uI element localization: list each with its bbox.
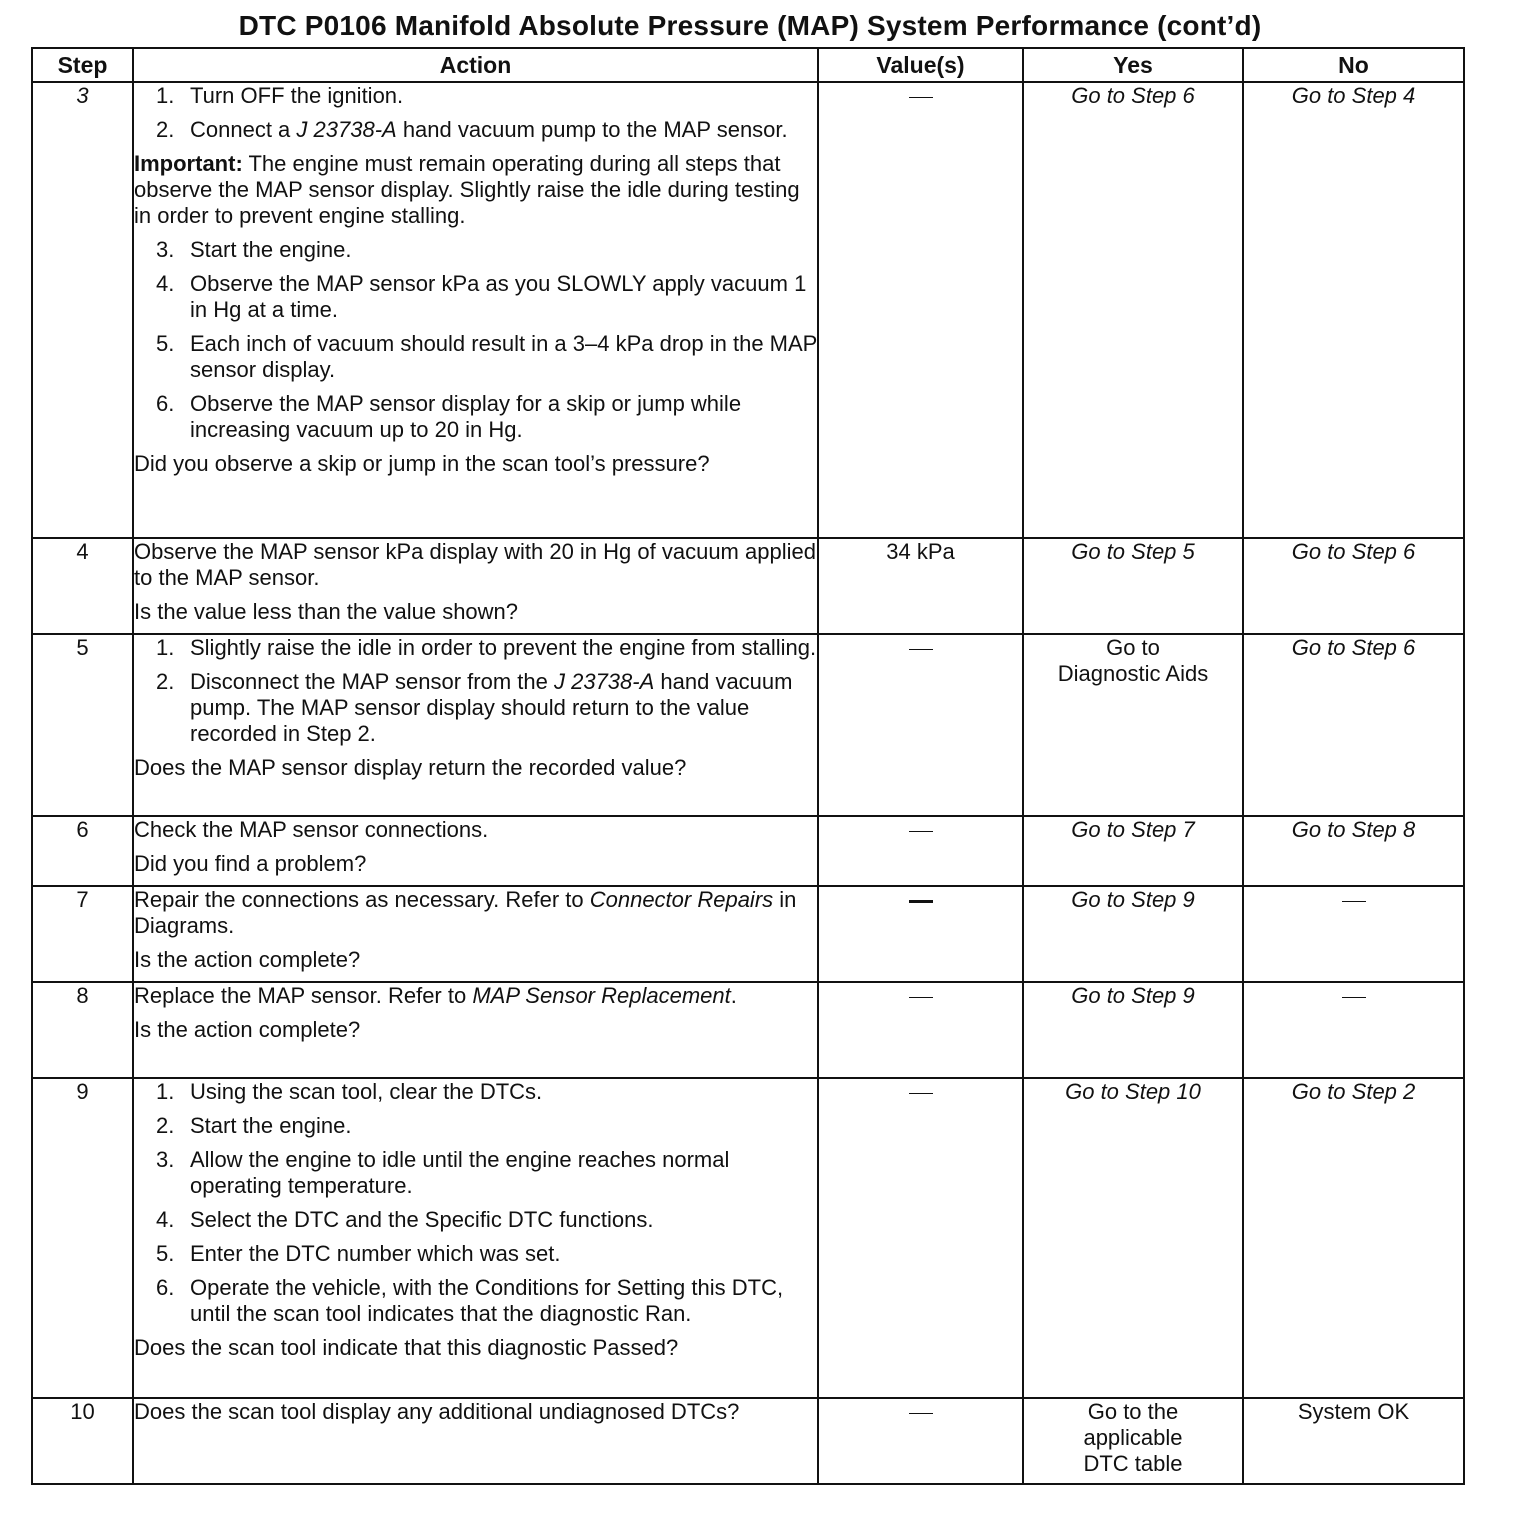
value-dash bbox=[909, 900, 933, 903]
value-cell bbox=[818, 816, 1023, 886]
step-number: 4 bbox=[32, 538, 133, 634]
no-cell: Go to Step 6 bbox=[1243, 538, 1464, 634]
value-dash bbox=[909, 1093, 933, 1094]
step-number: 7 bbox=[32, 886, 133, 982]
header-step: Step bbox=[32, 48, 133, 82]
action-cell bbox=[133, 1078, 818, 1398]
action-list-item: 3. Start the engine. bbox=[156, 237, 352, 262]
action-list-item: 3. Allow the engine to idle until the engine reaches normal operating temperature. bbox=[156, 1147, 730, 1198]
no-cell: System OK bbox=[1243, 1398, 1464, 1484]
yes-cell: Go to Step 9 bbox=[1023, 982, 1243, 1078]
action-list-item: 6. Observe the MAP sensor display for a skip or jump while increasing vacuum up to 20 in Hg. bbox=[156, 391, 742, 442]
action-list-item: 6. Operate the vehicle, with the Conditions for Setting this DTC, until the scan tool indicates that the diagnostic Ran. bbox=[156, 1275, 784, 1326]
table-row-step-9 bbox=[32, 1078, 1464, 1398]
action-question: Is the value less than the value shown? bbox=[134, 599, 519, 624]
yes-cell: Go to Step 7 bbox=[1023, 816, 1243, 886]
action-question: Is the action complete? bbox=[134, 947, 361, 972]
action-question: Does the MAP sensor display return the recorded value? bbox=[134, 755, 687, 780]
yes-cell: Go to the applicable DTC table bbox=[1023, 1398, 1243, 1484]
header-values: Value(s) bbox=[818, 48, 1023, 82]
no-cell bbox=[1243, 886, 1464, 982]
action-question: Is the action complete? bbox=[134, 1017, 361, 1042]
action-list-item: 2. Disconnect the MAP sensor from the J 23738-A hand vacuum pump. The MAP sensor display should return to the value recorded in Step 2. bbox=[156, 669, 793, 746]
value-dash bbox=[909, 97, 933, 98]
table-row-step-7 bbox=[32, 886, 1464, 982]
no-cell: Go to Step 4 bbox=[1243, 82, 1464, 538]
step-number: 10 bbox=[32, 1398, 133, 1484]
value-cell bbox=[818, 634, 1023, 816]
header-no: No bbox=[1243, 48, 1464, 82]
value-dash bbox=[909, 831, 933, 832]
step-number: 5 bbox=[32, 634, 133, 816]
action-question: Does the scan tool display any additional undiagnosed DTCs? bbox=[134, 1399, 740, 1424]
action-text: Repair the connections as necessary. Refer to Connector Repairs in Diagrams. bbox=[134, 887, 797, 938]
action-text: Replace the MAP sensor. Refer to MAP Sensor Replacement. bbox=[134, 983, 737, 1008]
step-number: 3 bbox=[32, 82, 133, 538]
yes-cell: Go to Step 10 bbox=[1023, 1078, 1243, 1398]
action-list-item: 2. Connect a J 23738-A hand vacuum pump to the MAP sensor. bbox=[156, 117, 788, 142]
action-list-item: 5. Enter the DTC number which was set. bbox=[156, 1241, 561, 1266]
action-question: Does the scan tool indicate that this diagnostic Passed? bbox=[134, 1335, 679, 1360]
table-row-step-3 bbox=[32, 82, 1464, 538]
important-note: Important: The engine must remain operating during all steps that observe the MAP sensor display. Slightly raise the idle during testing in order to prevent engine stalling. bbox=[134, 151, 800, 228]
no-cell bbox=[1243, 982, 1464, 1078]
step-number: 6 bbox=[32, 816, 133, 886]
header-action: Action bbox=[133, 48, 818, 82]
action-list-item: 4. Observe the MAP sensor kPa as you SLOWLY apply vacuum 1 in Hg at a time. bbox=[156, 271, 807, 322]
action-list-item: 1. Slightly raise the idle in order to prevent the engine from stalling. bbox=[156, 635, 817, 660]
action-list-item: 1. Using the scan tool, clear the DTCs. bbox=[156, 1079, 543, 1104]
action-list-item: 4. Select the DTC and the Specific DTC functions. bbox=[156, 1207, 654, 1232]
action-cell bbox=[133, 1398, 818, 1484]
value-cell: 34 kPa bbox=[818, 538, 1023, 634]
no-cell: Go to Step 2 bbox=[1243, 1078, 1464, 1398]
action-cell bbox=[133, 816, 818, 886]
table-row-step-4 bbox=[32, 538, 1464, 634]
table-row-step-6 bbox=[32, 816, 1464, 886]
page-title: DTC P0106 Manifold Absolute Pressure (MAP) System Performance (cont’d) bbox=[238, 10, 1262, 41]
no-cell: Go to Step 8 bbox=[1243, 816, 1464, 886]
action-question: Did you find a problem? bbox=[134, 851, 367, 876]
value-cell bbox=[818, 886, 1023, 982]
yes-cell: Go to Step 6 bbox=[1023, 82, 1243, 538]
value-dash bbox=[909, 997, 933, 998]
table-row-step-5 bbox=[32, 634, 1464, 816]
step-number: 9 bbox=[32, 1078, 133, 1398]
yes-cell: Go to Step 5 bbox=[1023, 538, 1243, 634]
value-cell bbox=[818, 1078, 1023, 1398]
action-cell bbox=[133, 634, 818, 816]
action-text: Observe the MAP sensor kPa display with 20 in Hg of vacuum applied to the MAP sensor. bbox=[134, 539, 816, 590]
value-cell bbox=[818, 82, 1023, 538]
no-dash bbox=[1342, 997, 1366, 998]
action-list-item: 5. Each inch of vacuum should result in a 3–4 kPa drop in the MAP sensor display. bbox=[156, 331, 817, 382]
table-header-row bbox=[32, 48, 1464, 82]
value-cell bbox=[818, 1398, 1023, 1484]
table-row-step-10 bbox=[32, 1398, 1464, 1484]
value-cell bbox=[818, 982, 1023, 1078]
yes-cell: Go to Diagnostic Aids bbox=[1023, 634, 1243, 816]
no-cell: Go to Step 6 bbox=[1243, 634, 1464, 816]
action-list-item: 2. Start the engine. bbox=[156, 1113, 352, 1138]
yes-cell: Go to Step 9 bbox=[1023, 886, 1243, 982]
action-question: Did you observe a skip or jump in the scan tool’s pressure? bbox=[134, 451, 710, 476]
diagnostic-table bbox=[31, 47, 1465, 1485]
header-yes: Yes bbox=[1023, 48, 1243, 82]
action-cell bbox=[133, 538, 818, 634]
action-cell bbox=[133, 886, 818, 982]
action-list-item: 1. Turn OFF the ignition. bbox=[156, 83, 404, 108]
action-cell bbox=[133, 982, 818, 1078]
value-dash bbox=[909, 1413, 933, 1414]
action-text: Check the MAP sensor connections. bbox=[134, 817, 489, 842]
table-row-step-8 bbox=[32, 982, 1464, 1078]
no-dash bbox=[1342, 901, 1366, 902]
action-cell bbox=[133, 82, 818, 538]
step-number: 8 bbox=[32, 982, 133, 1078]
value-dash bbox=[909, 649, 933, 650]
